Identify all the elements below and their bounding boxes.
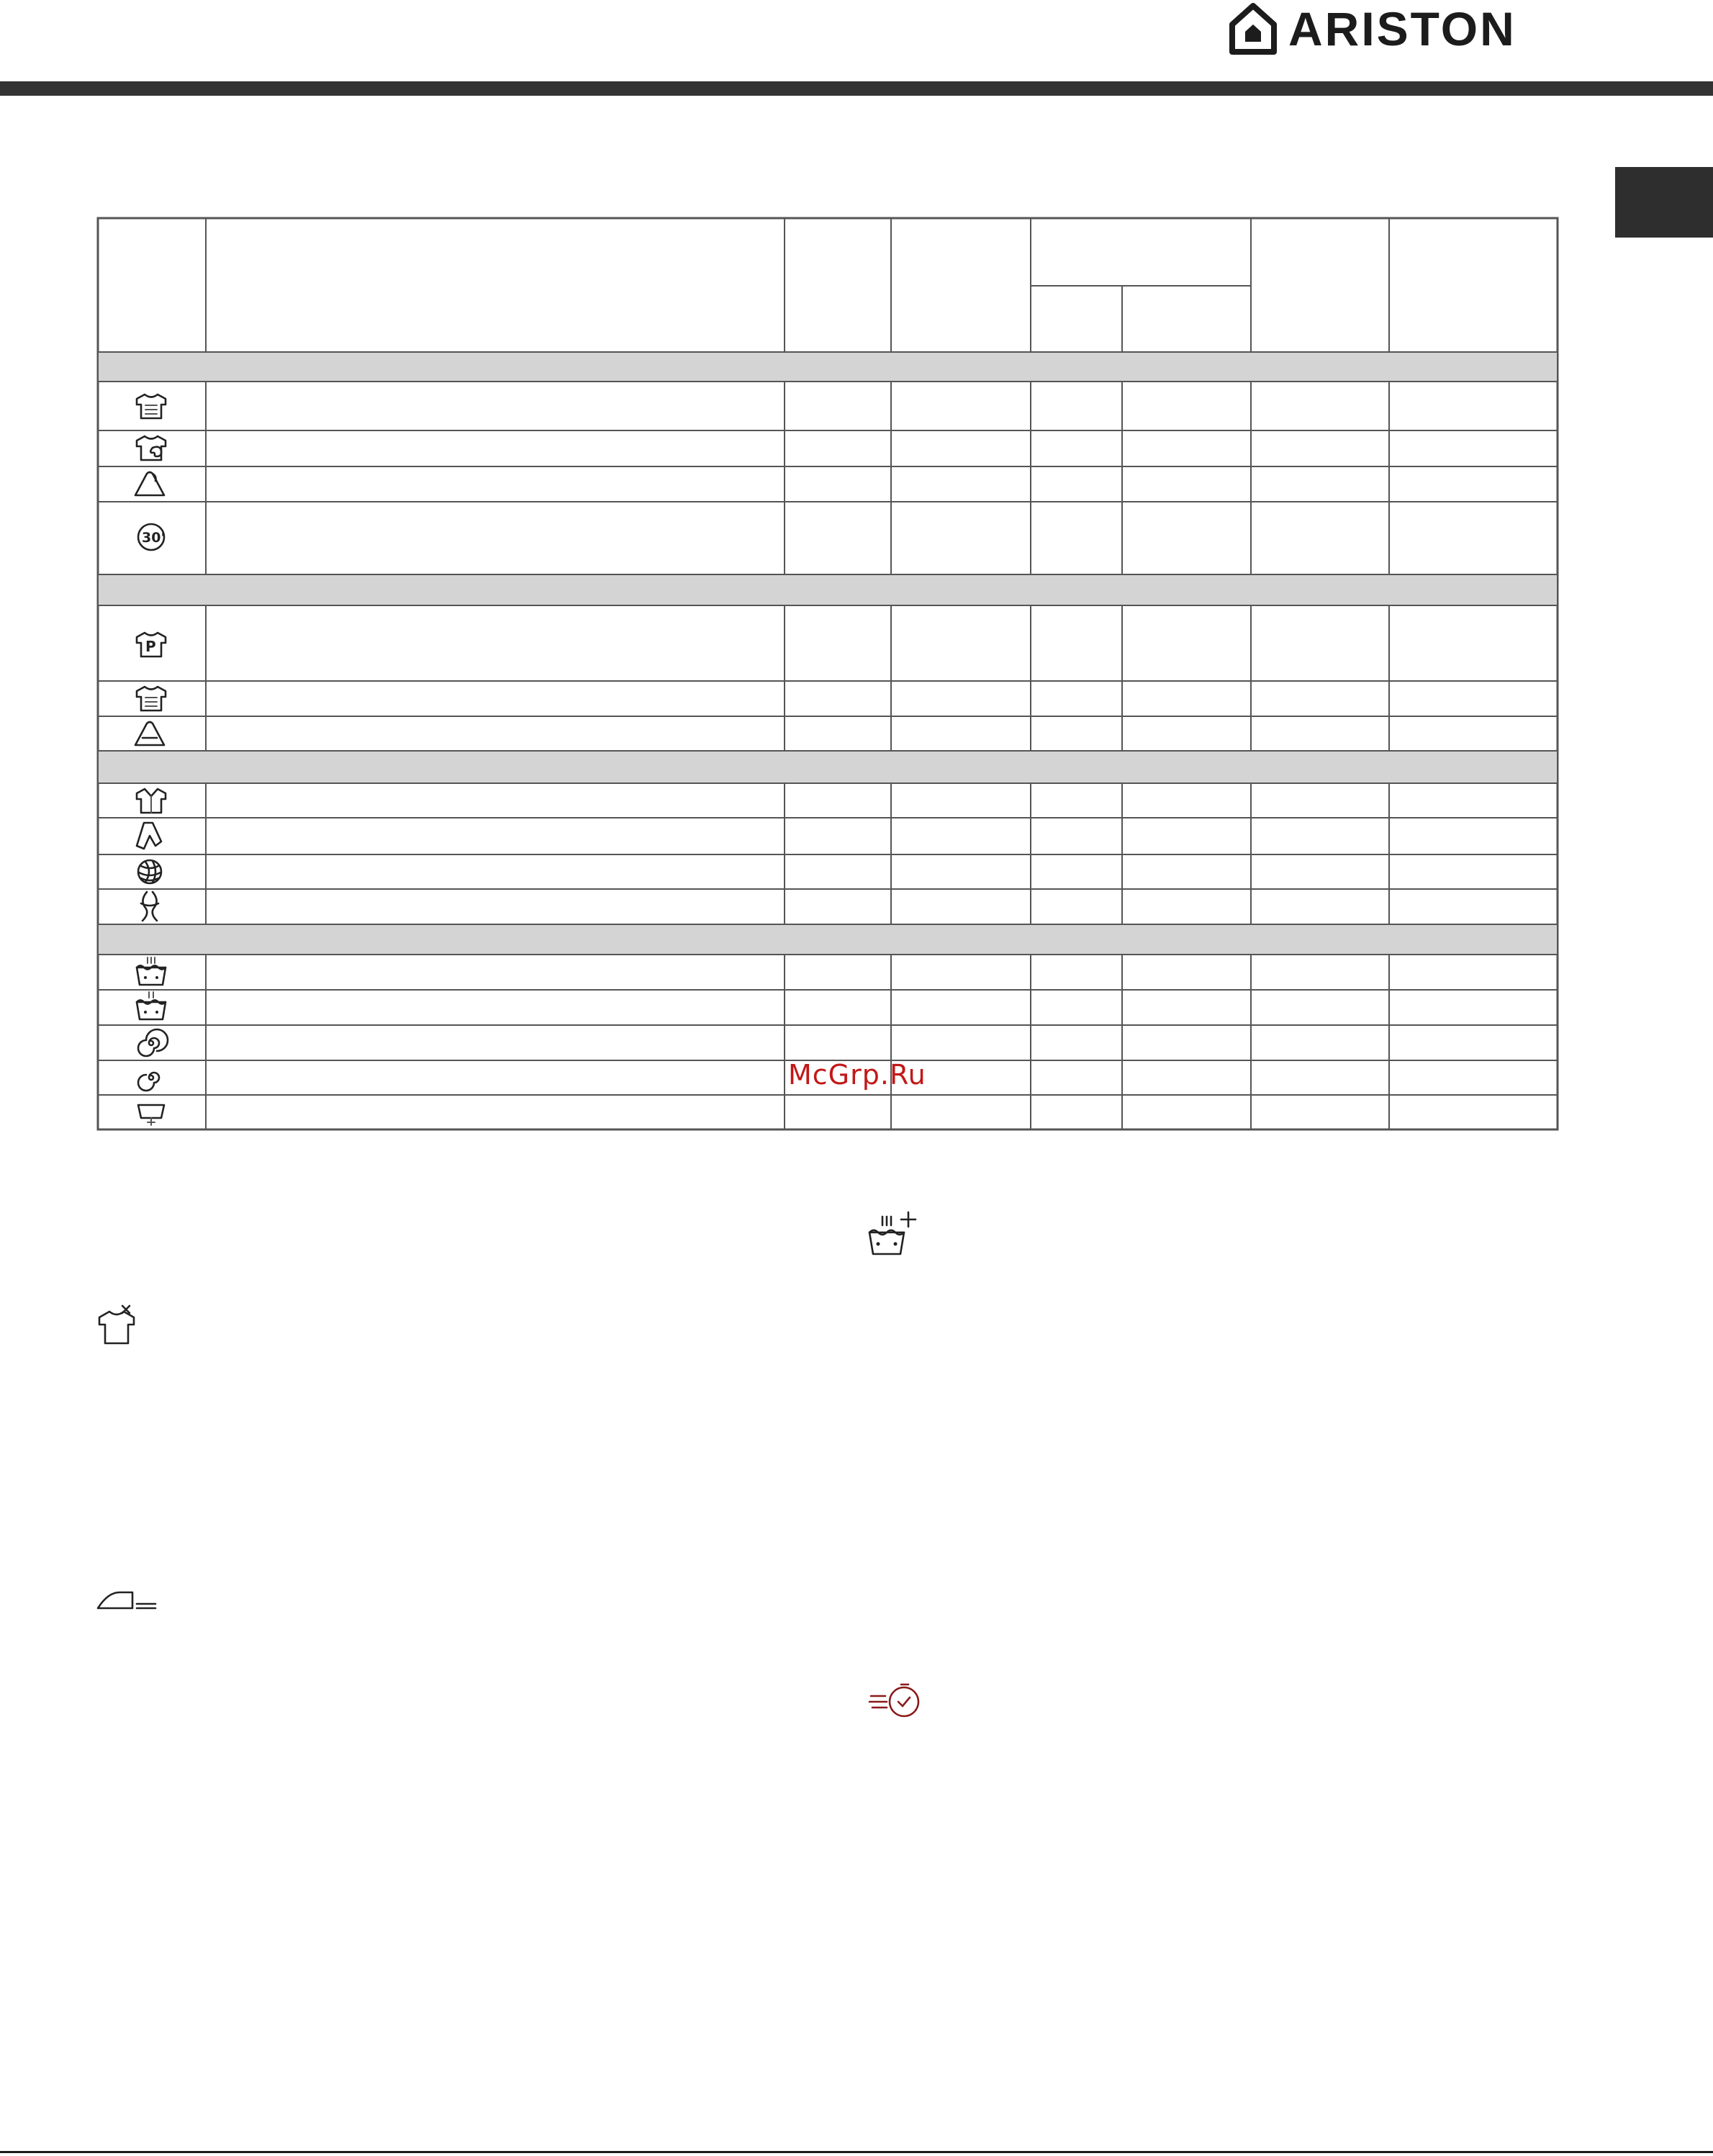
program-p-shirt-icon (137, 633, 166, 657)
watermark: McGrp.Ru (788, 1059, 926, 1091)
silk-icon (141, 892, 158, 921)
brand-name: ARISTON (1288, 2, 1517, 55)
section-band (98, 574, 1558, 605)
cotton-shirt-icon (137, 687, 166, 711)
shirt-icon (137, 789, 166, 813)
jeans-icon (137, 823, 161, 849)
anti-stain-icon (95, 1302, 141, 1348)
spin-icon (138, 1029, 168, 1056)
rinse-tub-icon (137, 957, 166, 985)
spin-icon (138, 1073, 159, 1091)
cotton-shirt-icon (137, 394, 166, 418)
rapid-30-icon (138, 524, 165, 550)
rinse-tub-icon (137, 992, 166, 1019)
svg-text:30': 30' (142, 530, 166, 546)
colored-shirt-icon (137, 436, 166, 460)
wool-ball-icon (138, 860, 161, 883)
extra-rinse-icon (864, 1209, 921, 1260)
section-band (98, 352, 1558, 382)
section-band (98, 924, 1558, 955)
drain-icon (138, 1105, 164, 1125)
delicate-tub-icon (135, 722, 164, 745)
easy-iron-icon (95, 1584, 160, 1613)
delay-timer-icon (868, 1682, 926, 1722)
svg-text:P: P (145, 638, 156, 655)
delicate-tub-icon (135, 472, 164, 495)
section-band (98, 751, 1558, 783)
footer-rule (0, 2151, 1713, 2153)
